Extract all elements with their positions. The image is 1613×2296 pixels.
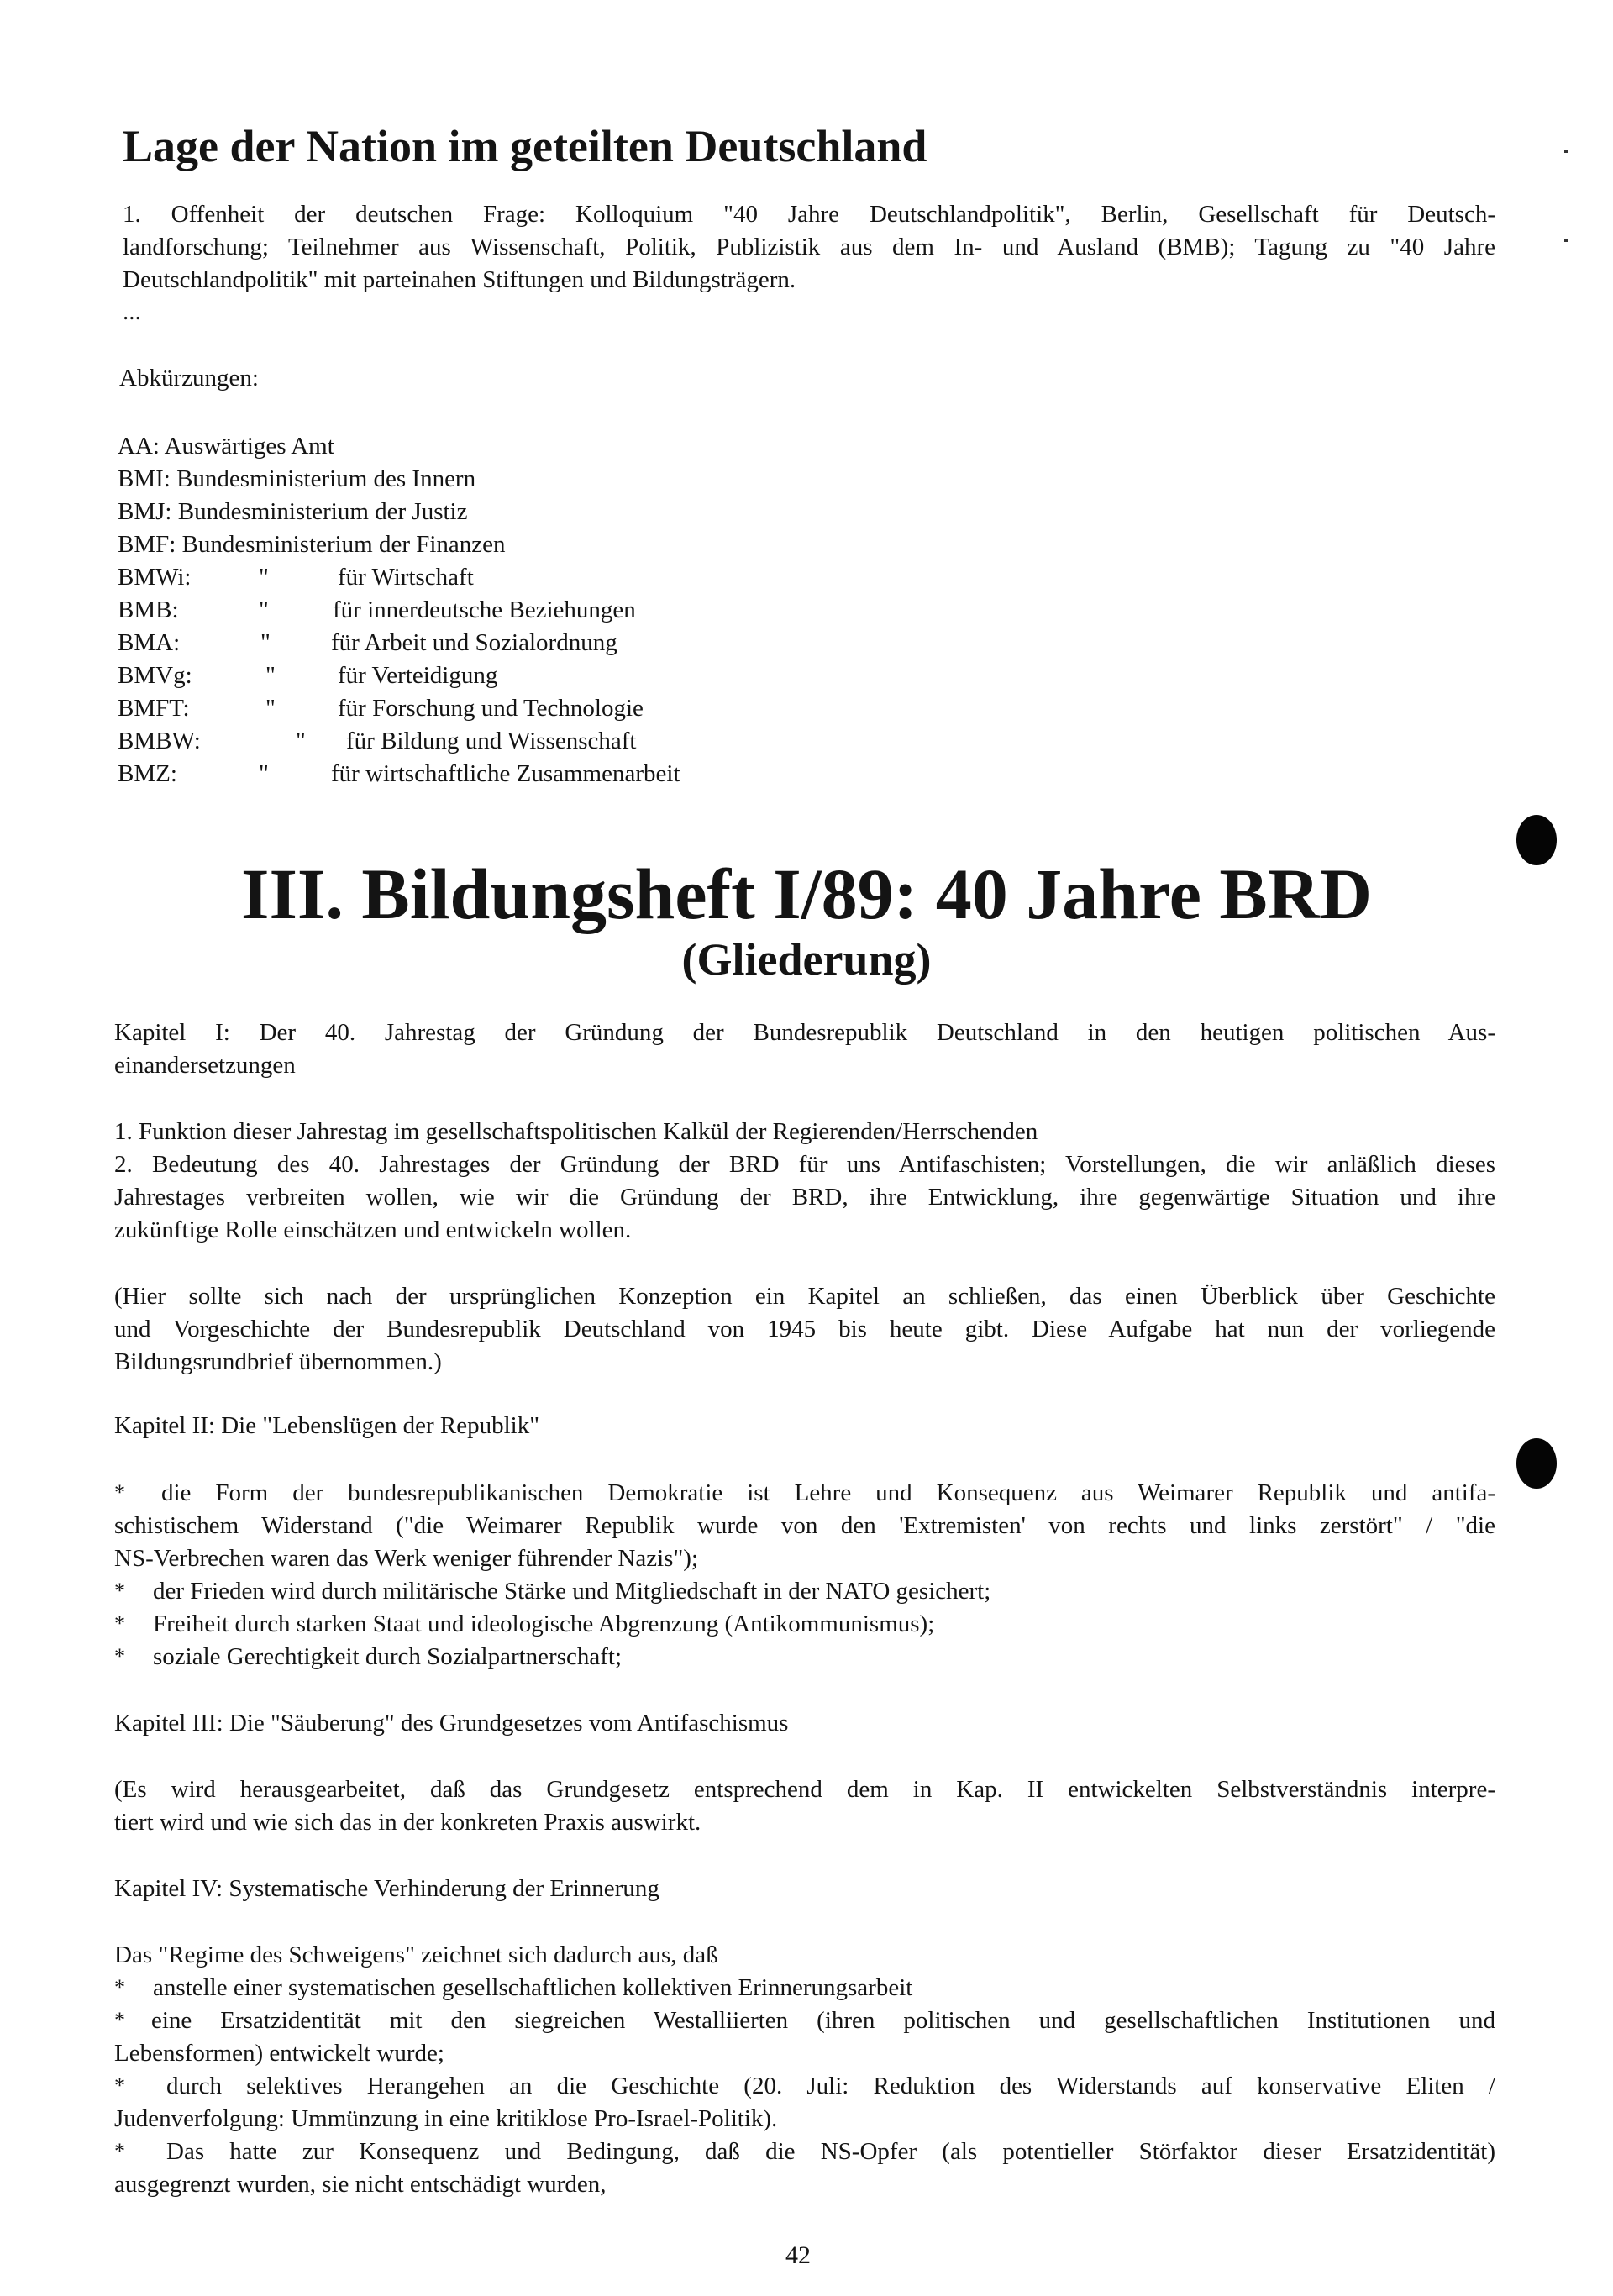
abbreviation: BMVg:	[118, 662, 192, 689]
ellipsis: ...	[123, 298, 141, 325]
bullet-mark: *	[114, 1644, 125, 1668]
section-title: Lage der Nation im geteilten Deutschland	[123, 121, 927, 171]
bullet-text: durch selektives Herangehen an die Geschichte (20. Juli: Reduktion des Widerstands auf konservative Eliten /	[166, 2073, 1495, 2099]
abbreviation: BMB:	[118, 596, 179, 623]
paragraph-line: Deutschlandpolitik" mit parteinahen Stiftungen und Bildungsträgern.	[123, 266, 796, 293]
chapter-heading: Kapitel I: Der 40. Jahrestag der Gründung der Bundesrepublik Deutschland in den heutigen politischen Aus-	[114, 1019, 1495, 1046]
abbreviations-heading: Abkürzungen:	[119, 365, 259, 391]
paragraph-line: landforschung; Teilnehmer aus Wissenschaft, Politik, Publizistik aus dem In- und Ausland (BMB); Tagung zu "40 Jahre	[123, 234, 1495, 260]
abbreviation: BMF: Bundesministerium der Finanzen	[118, 531, 506, 558]
chapter-note: Bildungsrundbrief übernommen.)	[114, 1348, 442, 1375]
abbreviation: BMWi:	[118, 564, 192, 591]
punch-hole-icon	[1516, 1438, 1557, 1489]
bullet-text: Judenverfolgung: Ummünzung in eine kritiklose Pro-Israel-Politik).	[114, 2105, 778, 2132]
chapter-note: (Hier sollte sich nach der ursprünglichen Konzeption ein Kapitel an schließen, das einen Überblick über Geschichte	[114, 1283, 1495, 1310]
abbreviation: BMZ:	[118, 760, 177, 787]
abbreviation: BMFT:	[118, 695, 190, 722]
bullet-mark: *	[114, 2139, 125, 2163]
abbreviation: BMI: Bundesministerium des Innern	[118, 465, 476, 492]
chapter-heading: einandersetzungen	[114, 1052, 296, 1079]
section-subtitle: (Gliederung)	[681, 934, 932, 985]
ditto-mark: "	[296, 728, 306, 754]
scan-speck-icon	[1564, 150, 1568, 153]
abbreviation: BMBW:	[118, 728, 201, 754]
scan-speck-icon	[1564, 239, 1568, 242]
bullet-mark: *	[114, 1975, 125, 1999]
ditto-mark: "	[259, 760, 269, 787]
ditto-mark: "	[259, 564, 269, 591]
abbreviation: BMA:	[118, 629, 181, 656]
bullet-text: anstelle einer systematischen gesellschaftlichen kollektiven Erinnerungsarbeit	[153, 1974, 913, 2001]
bullet-text: eine Ersatzidentität mit den siegreichen Westalliierten (ihren politischen und gesellschaftlichen Institutionen und	[151, 2007, 1495, 2034]
bullet-mark: *	[114, 1480, 125, 1505]
bullet-text: Freiheit durch starken Staat und ideologische Abgrenzung (Antikommunismus);	[153, 1610, 935, 1637]
chapter-item: 2. Bedeutung des 40. Jahrestages der Gründung der BRD für uns Antifaschisten; Vorstellungen, die wir anläßlich dieses	[114, 1151, 1495, 1178]
bullet-text: der Frieden wird durch militärische Stärke und Mitgliedschaft in der NATO gesichert;	[153, 1578, 991, 1605]
ditto-mark: "	[260, 629, 271, 656]
bullet-text: ausgegrenzt wurden, sie nicht entschädigt wurden,	[114, 2171, 607, 2198]
paragraph-line: 1. Offenheit der deutschen Frage: Kolloquium "40 Jahre Deutschlandpolitik", Berlin, Gesellschaft für Deutsch-	[123, 201, 1495, 228]
abbreviation-meaning: für Arbeit und Sozialordnung	[331, 629, 617, 656]
chapter-item: 1. Funktion dieser Jahrestag im gesellschaftspolitischen Kalkül der Regierenden/Herrschenden	[114, 1118, 1038, 1145]
abbreviation-meaning: für Verteidigung	[338, 662, 498, 689]
page-number: 42	[785, 2241, 811, 2269]
chapter-intro: Das "Regime des Schweigens" zeichnet sich dadurch aus, daß	[114, 1941, 718, 1968]
abbreviation: AA: Auswärtiges Amt	[118, 433, 334, 460]
abbreviation-meaning: für Bildung und Wissenschaft	[346, 728, 637, 754]
punch-hole-icon	[1516, 815, 1557, 865]
ditto-mark: "	[265, 662, 276, 689]
chapter-note: und Vorgeschichte der Bundesrepublik Deutschland von 1945 bis heute gibt. Diese Aufgabe hat nun der vorliegende	[114, 1316, 1495, 1342]
chapter-heading: Kapitel II: Die "Lebenslügen der Republik"	[114, 1412, 540, 1439]
chapter-note: (Es wird herausgearbeitet, daß das Grundgesetz entsprechend dem in Kap. II entwickelten Selbstverständnis interpre-	[114, 1776, 1495, 1803]
chapter-item: Jahrestages verbreiten wollen, wie wir die Gründung der BRD, ihre Entwicklung, ihre gegenwärtige Situation und ihre	[114, 1184, 1495, 1211]
abbreviation-meaning: für Wirtschaft	[338, 564, 474, 591]
bullet-mark: *	[114, 1611, 125, 1636]
abbreviation: BMJ: Bundesministerium der Justiz	[118, 498, 468, 525]
bullet-mark: *	[114, 2008, 125, 2032]
bullet-text: Lebensformen) entwickelt wurde;	[114, 2040, 444, 2067]
bullet-text: die Form der bundesrepublikanischen Demokratie ist Lehre und Konsequenz aus Weimarer Republik und antifa-	[161, 1479, 1495, 1506]
section-title: III. Bildungsheft I/89: 40 Jahre BRD	[241, 854, 1372, 934]
abbreviation-meaning: für Forschung und Technologie	[338, 695, 644, 722]
bullet-text: NS-Verbrechen waren das Werk weniger führender Nazis");	[114, 1545, 699, 1572]
abbreviation-meaning: für wirtschaftliche Zusammenarbeit	[331, 760, 680, 787]
bullet-text: soziale Gerechtigkeit durch Sozialpartnerschaft;	[153, 1643, 623, 1670]
bullet-mark: *	[114, 1579, 125, 1603]
chapter-heading: Kapitel IV: Systematische Verhinderung der Erinnerung	[114, 1875, 659, 1902]
chapter-item: zukünftige Rolle einschätzen und entwickeln wollen.	[114, 1216, 632, 1243]
ditto-mark: "	[259, 596, 269, 623]
bullet-text: Das hatte zur Konsequenz und Bedingung, daß die NS-Opfer (als potentieller Störfaktor dieser Ersatzidentität)	[166, 2138, 1495, 2165]
chapter-heading: Kapitel III: Die "Säuberung" des Grundgesetzes vom Antifaschismus	[114, 1710, 789, 1736]
ditto-mark: "	[265, 695, 276, 722]
abbreviation-meaning: für innerdeutsche Beziehungen	[333, 596, 636, 623]
bullet-mark: *	[114, 2073, 125, 2098]
bullet-text: schistischem Widerstand ("die Weimarer Republik wurde von den 'Extremisten' von rechts und links zerstört" / "die	[114, 1512, 1495, 1539]
chapter-note: tiert wird und wie sich das in der konkreten Praxis auswirkt.	[114, 1809, 701, 1836]
